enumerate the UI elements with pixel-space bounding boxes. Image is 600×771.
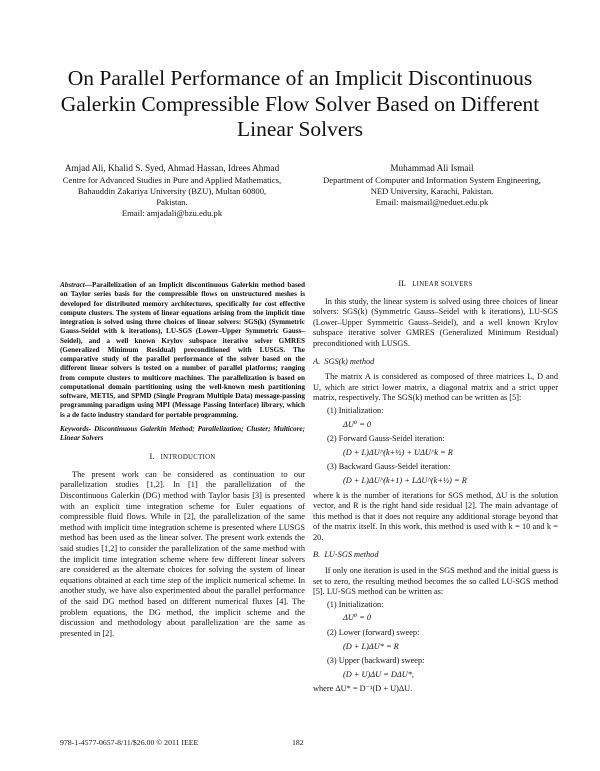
author-names: Amjad Ali, Khalid S. Syed, Ahmad Hassan, Idrees Ahmad <box>64 163 280 173</box>
intro-paragraph: The present work can be considered as continuation to our parallelization studies [1,2]. In [1] the parallelization of the Discontinuous Galerkin (DG) method with Taylor basis [3] is presented with an explicit time integration scheme for Euler equations of compressible fluid flows. While in [2], the parallelization of the same method with implicit time integration scheme is presented where LUSGS method has been used as the linear solver. The present work extends the said studies [1,2] to consider the parallelization of the same method with the implicit time integration scheme where few different linear solvers are considered as the alternate choices for solving the system of linear equations obtained at each time step of the implicit numerical scheme. In another study, we have also experimented about the parallel performance of the said DG method based on different numerical fluxes [4]. The problem equations, the DG method, the implicit scheme and the discussion and methodology about parallelization are the same as presented in [2]. <box>60 469 305 638</box>
lusgs-step: (2) Lower (forward) sweep: <box>327 628 420 638</box>
right-column <box>313 279 558 695</box>
sgs-step: (1) Initialization: <box>327 405 384 415</box>
keywords-text: Discontinuous Galerkin Method; Parallelization; Cluster; Multicore; Linear Solvers <box>60 424 305 442</box>
lusgs-where: where ΔU* = D⁻¹(D + U)ΔU. <box>313 684 413 694</box>
abstract-text: —Parallelization of an Implicit discontinuous Galerkin method based on Taylor series basis for the compressible flows on unstructured meshes is developed for distributed memory architectures, specifically for cost effective compute clusters. The system of linear equations arising from the implicit time integration is solved using three choices of linear solvers: SGS(k) (Symmetric Gauss-Seidel with k iterations), LU-SGS (Lower–Upper Symmetric Gauss–Seidel), and a well known Krylov subspace iterative solver GMRES (Generalized Minimum Residual) preconditioned with LUSGS. The comparative study of the parallel performance of the solver based on the different linear solvers is tested on a number of parallel platforms; ranging from compute clusters to multicore machines. The parallelization is based on computational domain partitioning using the well-known mesh partitioning software, METIS, and SPMD (Single Program Multiple Data) message-passing programming paradigm using MPI (Message Passing Interface) library, which is a de facto industry standard for portable programming. <box>60 281 305 419</box>
sgs-equation: (D + L)ΔU^(k+1) + LΔU^(k+½) = R <box>343 475 467 485</box>
sgs-step: (2) Forward Gauss-Seidel iteration: <box>327 434 445 444</box>
keywords <box>60 425 305 444</box>
sgs-step: (3) Backward Gauss-Seidel iteration: <box>327 462 451 472</box>
author-block-left <box>62 163 282 219</box>
abstract-label: Abstract <box>60 281 85 289</box>
copyright-footer: 978-1-4577-0657-8/11/$26.00 © 2011 IEEE <box>60 738 199 747</box>
section-number: II. <box>398 279 406 288</box>
keywords-label: Keywords- <box>60 424 92 433</box>
subsection-heading-lusgs <box>313 550 558 561</box>
subsection-title: SGS(k) method <box>324 356 375 366</box>
sgs-paragraph-2: where k is the number of iterations for SGS method, ΔU is the solution vector, and R is the right hand side residual [2]. The main advantage of this method is that it does not require any additional storage beyond that of the matrix itself. In this work, this method is used with k = 10 and k = 20. <box>313 490 558 542</box>
lusgs-equation: (D + L)ΔU* = R <box>343 641 399 651</box>
sgs-equation: ΔU⁰ = 0 <box>343 419 372 429</box>
subsection-label: A. <box>313 356 321 366</box>
lusgs-step: (1) Initialization: <box>327 599 384 609</box>
subsection-label: B. <box>313 550 321 560</box>
paper-title: On Parallel Performance of an Implicit Discontinuous Galerkin Compressible Flow Solver Based on Different Linear Solvers <box>60 66 540 141</box>
page-number: 182 <box>292 738 304 747</box>
lusgs-paragraph: If only one iteration is used in the SGS method and the initial guess is set to zero, the resulting method becomes the so called LU-SGS method [5]. LU-SGS method can be written as: <box>313 566 558 597</box>
author-affiliation: Department of Computer and Information System Engineering, NED University, Karachi, Pakistan. <box>323 175 541 196</box>
lusgs-step: (3) Upper (backward) sweep: <box>327 656 425 666</box>
sgs-equation: (D + L)ΔU^(k+½) + UΔU^k = R <box>343 447 453 457</box>
section-title: INTRODUCTION <box>160 454 216 462</box>
lusgs-equation: ΔU⁰ = 0 <box>343 613 372 623</box>
author-email: Email: maismail@neduet.edu.pk <box>375 197 489 207</box>
author-names: Muhammad Ali Ismail <box>390 163 474 173</box>
section-title: LINEAR SOLVERS <box>412 281 473 288</box>
section-heading-linear-solvers <box>313 279 558 291</box>
section-heading-intro <box>60 452 305 464</box>
subsection-title: LU-SGS method <box>324 550 379 560</box>
left-column <box>60 281 305 639</box>
linear-solvers-paragraph: In this study, the linear system is solved using three choices of linear solvers: SGS(k) (Symmetric Gauss–Seidel with k iterations), LU-SGS (Lower–Upper Symmetric Gauss–Seidel), and a well known Krylov subspace iterative solver GMRES (Generalized Minimum Residual) preconditioned with LUSGS. <box>313 296 558 348</box>
author-block-right <box>322 163 542 208</box>
lusgs-equation: (D + U)ΔU = DΔU*, <box>343 669 414 679</box>
sgs-paragraph: The matrix A is considered as composed of three matrices L, D and U, which are strict lower matrix, a diagonal matrix and a strict upper matrix, respectively. The SGS(k) method can be written as [5]: <box>313 372 558 403</box>
author-affiliation: Centre for Advanced Studies in Pure and Applied Mathematics, Bahauddin Zakariya University (BZU), Multan 60800, Pakistan. <box>62 175 282 207</box>
author-email: Email: amjadali@bzu.edu.pk <box>121 208 223 218</box>
abstract <box>60 281 305 420</box>
section-number: I. <box>149 452 155 462</box>
subsection-heading-sgs <box>313 357 558 368</box>
